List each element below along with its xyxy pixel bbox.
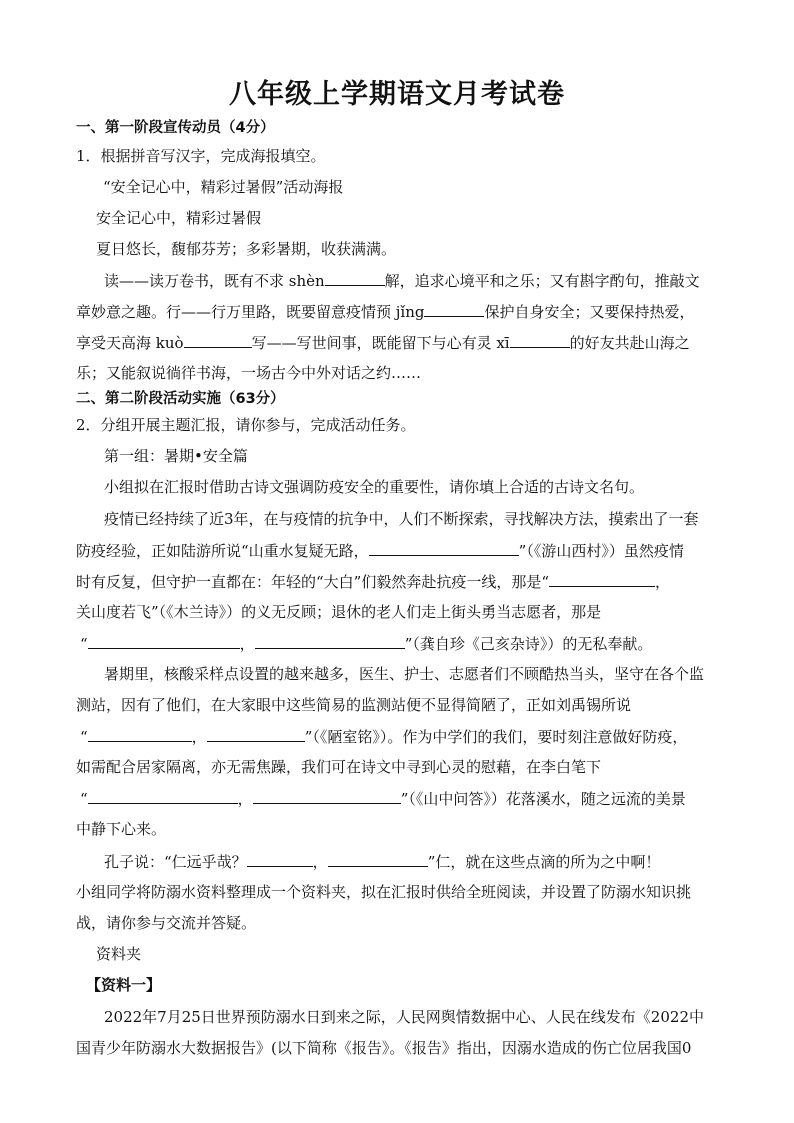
paragraph-text: 防疫经验，正如陆游所说“山重水复疑无路， bbox=[76, 542, 369, 560]
paragraph-line: 测站，因有了他们，在大家眼中这些简易的监测站便不显得简陋了，正如刘禹锡所说 bbox=[76, 696, 632, 714]
paragraph-line bbox=[76, 540, 684, 561]
answer-blank[interactable] bbox=[88, 788, 238, 804]
paragraph-line: 小组同学将防溺水资料整理成一个资料夹，拟在汇报时供给全班阅读，并设置了防溺水知识挑 bbox=[76, 883, 692, 901]
paragraph-line: 暑期里，核酸采样点设置的越来越多，医生、护士、志愿者们不顾酷热当头，坚守在各个监 bbox=[104, 665, 705, 683]
paragraph-text: ， bbox=[191, 728, 207, 746]
answer-blank[interactable] bbox=[184, 332, 252, 348]
paragraph-line: 2022年7月25日世界预防溺水日到来之际，人民网舆情数据中心、人民在线发布《2022中 bbox=[104, 1008, 704, 1026]
answer-blank[interactable] bbox=[247, 851, 313, 867]
answer-blank[interactable] bbox=[549, 571, 655, 587]
task-instruction: 小组拟在汇报时借助古诗文强调防疫安全的重要性，请你填上合适的古诗文名句。 bbox=[104, 478, 645, 496]
folder-heading: 资料夹 bbox=[96, 945, 142, 963]
poster-line-1 bbox=[104, 270, 700, 291]
poster-line-4: 乐；又能叙说徜徉书海，一场古今中外对话之约…… bbox=[76, 364, 422, 382]
paragraph-line: 如需配合居家隔离，亦无需焦躁，我们可在诗文中寻到心灵的慰藉，在李白笔下 bbox=[76, 758, 602, 776]
answer-blank[interactable] bbox=[369, 540, 519, 556]
poster-text: 读——读万卷书，既有不求 shèn bbox=[104, 272, 325, 290]
question-2: 2．分组开展主题汇报，请你参与，完成活动任务。 bbox=[76, 416, 416, 434]
answer-blank[interactable] bbox=[207, 726, 305, 742]
answer-blank[interactable] bbox=[325, 270, 385, 286]
paragraph-line: 中静下心来。 bbox=[76, 820, 167, 838]
poster-name: “安全记心中，精彩过暑假”活动海报 bbox=[103, 178, 344, 196]
paragraph-text: ， bbox=[312, 853, 328, 871]
paragraph-line bbox=[80, 788, 686, 809]
poster-text: 章妙意之趣。行——行万里路，既要留意疫情预 jǐng bbox=[76, 303, 425, 321]
material-1-heading: 【资料一】 bbox=[86, 976, 162, 994]
paragraph-line bbox=[104, 851, 660, 872]
paragraph-line bbox=[76, 571, 670, 592]
section-1-heading: 一、第一阶段宣传动员（4分） bbox=[76, 120, 275, 136]
paragraph-text: “ bbox=[80, 635, 88, 653]
paragraph-text: “ bbox=[80, 728, 88, 746]
paragraph-line bbox=[80, 633, 652, 654]
group-1-heading: 第一组：暑期•安全篇 bbox=[104, 447, 248, 465]
answer-blank[interactable] bbox=[510, 332, 570, 348]
paragraph-line bbox=[80, 726, 687, 747]
answer-blank[interactable] bbox=[255, 633, 405, 649]
answer-blank[interactable] bbox=[253, 788, 401, 804]
paragraph-text: ”（《陋室铭》）。作为中学们的我们，要时刻注意做好防疫， bbox=[304, 728, 688, 746]
poster-text: 的好友共赴山海之 bbox=[569, 334, 690, 352]
page-title: 八年级上学期语文月考试卷 bbox=[229, 79, 565, 110]
poster-line-2 bbox=[76, 301, 695, 322]
paragraph-text: ”（《游山西村》）虽然疫情 bbox=[518, 542, 684, 560]
paragraph-text: ， bbox=[237, 790, 253, 808]
poster-heading: 安全记心中，精彩过暑假 bbox=[96, 209, 262, 227]
paragraph-text: ”（龚自珍《己亥杂诗》）的无私奉献。 bbox=[404, 635, 653, 653]
poster-text: 享受天高海 kuò bbox=[76, 334, 184, 352]
paragraph-line: 疫情已经持续了近3年，在与疫情的抗争中，人们不断探索，寻找解决方法，摸索出了一套 bbox=[104, 510, 699, 528]
poster-text: 保护自身安全；又要保持热爱， bbox=[484, 303, 695, 321]
poster-text: 写——写世间事，既能留下与心有灵 xī bbox=[251, 334, 510, 352]
paragraph-text: 孔子说：“仁远乎哉？ bbox=[104, 853, 247, 871]
paragraph-text: ”仁，就在这些点滴的所为之中啊！ bbox=[427, 853, 661, 871]
paragraph-text: 时有反复，但守护一直都在：年轻的“大白”们毅然奔赴抗疫一线，那是“ bbox=[76, 573, 550, 591]
paragraph-line: 关山度若飞”（《木兰诗》）的义无反顾；退休的老人们走上街头勇当志愿者，那是 bbox=[76, 603, 602, 621]
paragraph-line: 国青少年防溺水大数据报告》(以下简称《报告》。《报告》指出，因溺水造成的伤亡位居我国0 bbox=[76, 1039, 692, 1057]
poster-intro: 夏日悠长，馥郁芬芳；多彩暑期，收获满满。 bbox=[96, 240, 397, 258]
poster-text: 解，追求心境平和之乐；又有斟字酌句，推敲文 bbox=[384, 272, 700, 290]
answer-blank[interactable] bbox=[328, 851, 428, 867]
paragraph-text: “ bbox=[80, 790, 88, 808]
paragraph-text: ， bbox=[655, 573, 671, 591]
answer-blank[interactable] bbox=[88, 633, 240, 649]
section-2-heading: 二、第二阶段活动实施（63分） bbox=[76, 391, 285, 407]
answer-blank[interactable] bbox=[424, 301, 484, 317]
poster-line-3 bbox=[76, 332, 690, 353]
paragraph-text: ”（《山中问答》）花落溪水，随之远流的美景 bbox=[400, 790, 686, 808]
paragraph-line: 战，请你参与交流并答疑。 bbox=[76, 914, 257, 932]
question-1: 1．根据拼音写汉字，完成海报填空。 bbox=[76, 147, 326, 165]
answer-blank[interactable] bbox=[88, 726, 192, 742]
paragraph-text: ， bbox=[239, 635, 255, 653]
